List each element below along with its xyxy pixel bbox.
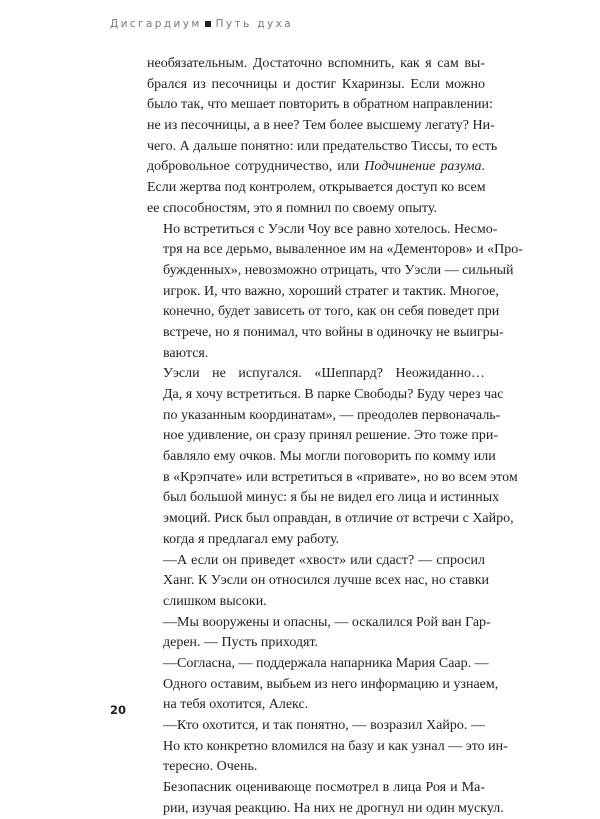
text-line: тересно. Очень. (163, 759, 258, 775)
text-line: не из песочницы, а в нее? Тем более высшему легату? Ни- (147, 118, 495, 134)
text-line: был большой минус: я бы не видел его лица и истинных (163, 490, 500, 506)
paragraph (147, 364, 518, 550)
text-line: встрече, но я понимал, что войны в одиночку не выигры- (163, 324, 504, 340)
text-line: ваются. (163, 345, 209, 361)
text-line: —Мы вооружены и опасны, — оскалился Рой ван Гар- (163, 614, 491, 630)
text-line: рии, изучая реакцию. На них не дрогнул ни один мускул. (163, 800, 504, 816)
running-head (110, 18, 293, 30)
text-line: дерен. — Пусть приходят. (163, 635, 319, 651)
text-line: Уэсли не испугался. «Шеппард? Неожиданно… (163, 366, 485, 382)
text-line: Если жертва под контролем, открывается доступ ко всем (147, 180, 486, 196)
text-line: необязательным. Достаточно вспомнить, как я сам вы- (147, 56, 485, 71)
text-line: когда я предлагал ему работу. (163, 531, 340, 547)
text-line: —А если он приведет «хвост» или сдаст? — спросил (163, 552, 485, 568)
separator-square-icon (205, 21, 211, 27)
text-line: —Согласна, — поддержала напарника Мария Саар. — (163, 655, 489, 671)
text-line: —Кто охотится, и так понятно, — возразил Хайро. — (163, 718, 485, 733)
paragraph (147, 220, 523, 365)
paragraph (147, 778, 504, 819)
text-line: эмоций. Риск был оправдан, в отличие от встречи с Хайро, (163, 511, 514, 527)
text-line: бавляло ему очков. Мы могли поговорить по комму или (163, 449, 496, 465)
text-line: чего. А дальше понятно: или предательство Тиссы, то есть (147, 138, 498, 154)
text-line: добровольное сотрудничество, или Подчинение разума. (147, 159, 486, 175)
text-line: было так, что мешает повторить в обратном направлении: (147, 97, 493, 113)
text-line: Да, я хочу встретиться. В парке Свободы? Буду через час (163, 387, 504, 402)
paragraph (147, 613, 491, 654)
body-text (147, 54, 523, 819)
text-line: ное удивление, он сразу принял решение. Это тоже при- (163, 428, 499, 444)
paragraph (147, 551, 490, 613)
text-line: Но кто конкретно вломился на базу и как узнал — это ин- (163, 738, 508, 754)
text-line: слишком высоки. (163, 593, 267, 609)
paragraph (147, 716, 508, 778)
text-line: Безопасник оценивающе посмотрел в лица Роя и Ма- (163, 780, 485, 796)
text-line: конечно, будет зависеть от того, как он себя поведет при (163, 304, 500, 320)
text-line: по указанным координатам», — преодолев первоначаль- (163, 407, 501, 423)
text-line: на тебя охотится, Алекс. (163, 697, 309, 713)
paragraph (147, 54, 498, 220)
text-line: в «Крэпчате» или встретиться в «привате», но во всем этом (163, 469, 518, 485)
text-line: Но встретиться с Уэсли Чоу все равно хотелось. Несмо- (163, 221, 498, 237)
page-number: 20 (110, 703, 127, 717)
text-line: Одного оставим, выбьем из него информацию и узнаем, (163, 676, 499, 692)
text-line: Ханг. К Уэсли он относился лучше всех нас, но ставки (163, 573, 490, 589)
text-line: бужденных», невозможно отрицать, что Уэсли — сильный (163, 262, 514, 278)
book-name: Дисгардиум (110, 18, 202, 30)
text-line: тря на все дерьмо, вываленное им на «Дементоров» и «Про- (163, 242, 523, 258)
chapter-title: Путь духа (215, 18, 294, 30)
text-line: ее способностям, это я помнил по своему опыту. (147, 200, 437, 216)
text-line: брался из песочницы и достиг Кхаринзы. Если можно (147, 76, 485, 92)
paragraph (147, 654, 499, 716)
text-line: игрок. И, что важно, хороший стратег и тактик. Многое, (163, 283, 499, 299)
